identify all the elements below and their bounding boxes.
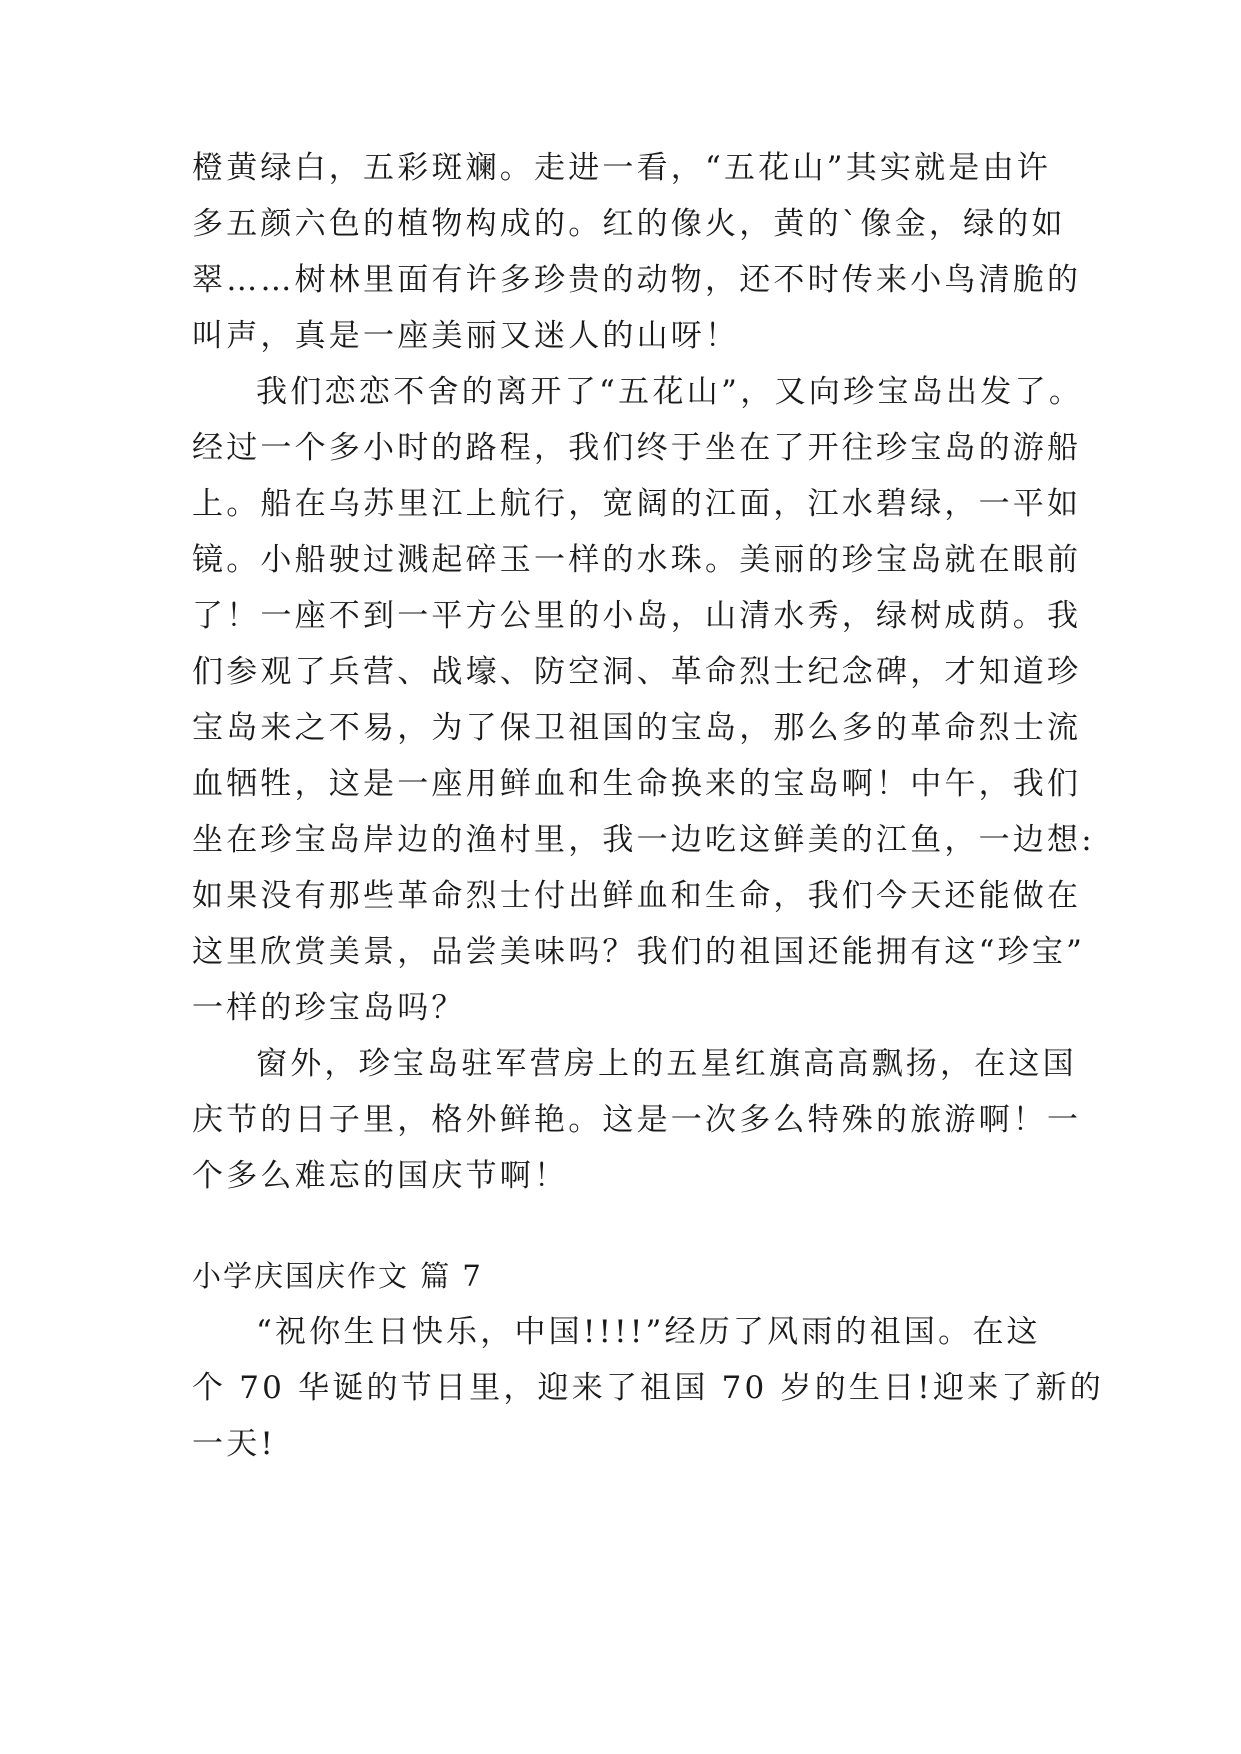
paragraph-line: 个多么难忘的国庆节啊！	[192, 1158, 569, 1194]
paragraph-line: 一样的珍宝岛吗？	[192, 990, 466, 1026]
paragraph-line: 庆节的日子里，格外鲜艳。这是一次多么特殊的旅游啊！一	[192, 1102, 1082, 1138]
paragraph-line: 叫声，真是一座美丽又迷人的山呀！	[192, 318, 740, 354]
paragraph-line: 多五颜六色的植物构成的。红的像火，黄的`像金，绿的如	[192, 206, 1066, 242]
paragraph-line: 上。船在乌苏里江上航行，宽阔的江面，江水碧绿，一平如	[192, 486, 1082, 522]
paragraph-line: 坐在珍宝岛岸边的渔村里，我一边吃这鲜美的江鱼，一边想:	[192, 822, 1095, 858]
section-heading: 小学庆国庆作文 篇 7	[192, 1259, 483, 1293]
paragraph-line: 这里欣赏美景，品尝美味吗？我们的祖国还能拥有这“珍宝”	[192, 934, 1086, 970]
paragraph-line: 宝岛来之不易，为了保卫祖国的宝岛，那么多的革命烈士流	[192, 710, 1082, 746]
paragraph-line: 了！一座不到一平方公里的小岛，山清水秀，绿树成荫。我	[192, 598, 1082, 634]
paragraph-line: 橙黄绿白，五彩斑斓。走进一看，“五花山”其实就是由许	[192, 150, 1051, 186]
paragraph-line: 窗外，珍宝岛驻军营房上的五星红旗高高飘扬，在这国	[256, 1046, 1077, 1082]
paragraph-line: 们参观了兵营、战壕、防空洞、革命烈士纪念碑，才知道珍	[192, 654, 1082, 690]
paragraph-line: 个 70 华诞的节日里，迎来了祖国 70 岁的生日!迎来了新的	[192, 1370, 1104, 1406]
paragraph-line: 翠……树林里面有许多珍贵的动物，还不时传来小鸟清脆的	[192, 262, 1082, 298]
paragraph-line: 我们恋恋不舍的离开了“五花山”，又向珍宝岛出发了。	[256, 374, 1084, 410]
paragraph-line: 经过一个多小时的路程，我们终于坐在了开往珍宝岛的游船	[192, 430, 1082, 466]
paragraph-line: “祝你生日快乐，中国!!!!”经历了风雨的祖国。在这	[256, 1314, 1041, 1350]
paragraph-line: 镜。小船驶过溅起碎玉一样的水珠。美丽的珍宝岛就在眼前	[192, 542, 1082, 578]
paragraph-line: 如果没有那些革命烈士付出鲜血和生命，我们今天还能做在	[192, 878, 1082, 914]
paragraph-line: 血牺牲，这是一座用鲜血和生命换来的宝岛啊！中午，我们	[192, 766, 1082, 802]
paragraph-line: 一天!	[192, 1426, 277, 1462]
